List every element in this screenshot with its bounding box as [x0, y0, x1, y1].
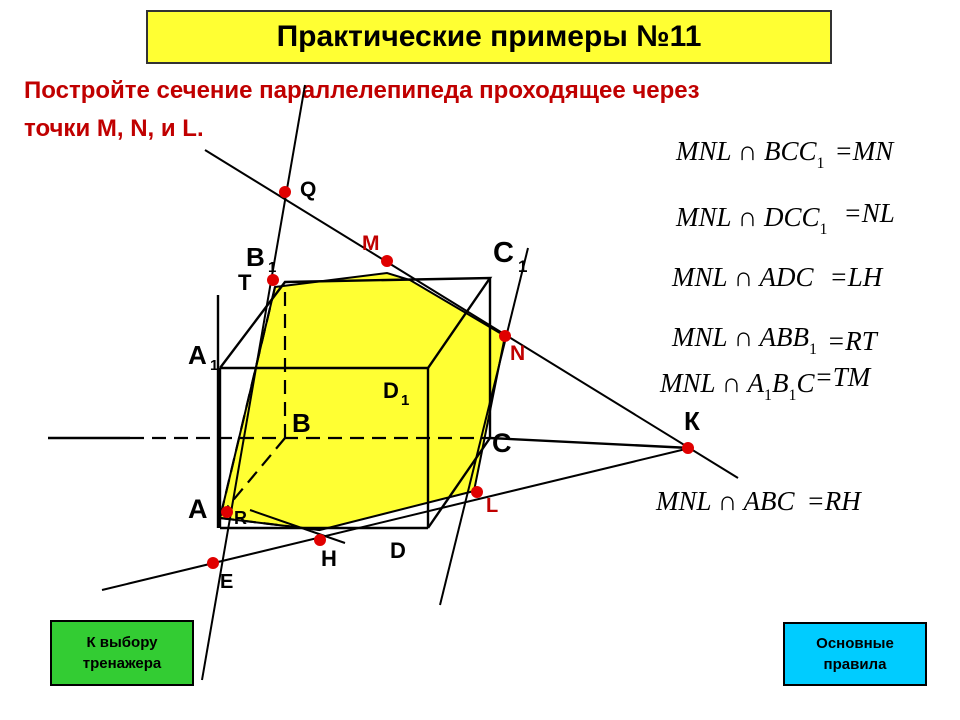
label-k: К: [684, 406, 700, 436]
point-h: [314, 534, 326, 546]
label-t: T: [238, 270, 252, 295]
basic-rules-button[interactable]: [783, 622, 927, 686]
slide-title: Практические примеры №11: [146, 10, 832, 64]
trainer-button-line-1: К выбору: [86, 634, 158, 651]
label-d: D: [390, 538, 406, 563]
label-d1-sub: 1: [401, 392, 410, 409]
trainer-select-button[interactable]: [50, 620, 194, 686]
label-a1: A: [188, 340, 207, 370]
rules-button-line-2: правила: [823, 656, 887, 673]
label-c1: C: [493, 237, 514, 269]
label-m: M: [362, 232, 380, 255]
label-c: C: [492, 428, 512, 458]
label-l: L: [486, 495, 499, 517]
label-h: Н: [321, 546, 337, 571]
task-line-1: Постройте сечение параллелепипеда проходящее через: [24, 77, 700, 104]
point-n: [499, 330, 511, 342]
task-line-2: точки M, N, и L.: [24, 115, 204, 142]
formula-list: [655, 136, 895, 516]
label-b1-sub: 1: [268, 259, 277, 276]
label-b: B: [292, 408, 311, 438]
formula-5: MNL ∩ $A_1B_1C=TM$: [660, 362, 871, 404]
rules-button-line-1: Основные: [816, 635, 894, 652]
point-m: [381, 255, 393, 267]
formula-2: MNL ∩ $DCC_1=NL$: [676, 198, 895, 238]
point-r: [221, 506, 233, 518]
label-d1: D: [383, 378, 399, 403]
label-b1: B: [246, 242, 265, 272]
label-c1-sub: 1: [518, 257, 528, 276]
point-e: [207, 557, 219, 569]
label-q: Q: [300, 178, 317, 201]
formula-3: MNL ∩ ADC =LH: [672, 262, 883, 292]
point-l: [471, 486, 483, 498]
label-a: A: [188, 494, 208, 524]
formula-1: MNL ∩ $BCC_1 =MN$: [676, 136, 894, 172]
label-r: R: [234, 508, 247, 528]
point-q: [279, 186, 291, 198]
trainer-button-line-2: тренажера: [82, 655, 162, 672]
formula-4: MNL ∩ $ABB_1 =RT$: [672, 322, 877, 358]
line-bc-right: [490, 438, 690, 448]
formula-6: MNL ∩ ABC =RH: [656, 486, 861, 516]
label-e: E: [220, 571, 234, 593]
label-n: N: [510, 342, 526, 365]
point-k: [682, 442, 694, 454]
label-a1-sub: 1: [210, 357, 219, 374]
